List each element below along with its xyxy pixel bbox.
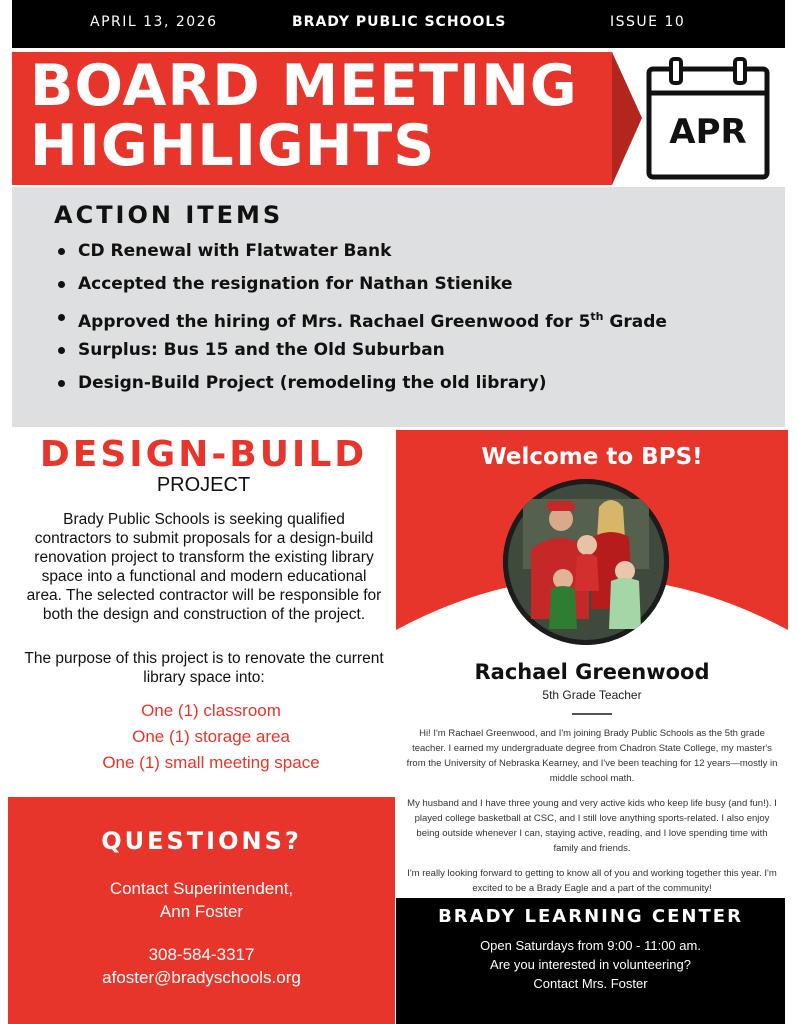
info-line: Contact Mrs. Foster [533, 976, 648, 991]
contact-name: Ann Foster [159, 902, 244, 921]
welcome-card [396, 430, 788, 898]
title-line-2: HIGHLIGHTS [30, 113, 436, 179]
list-item: One (1) small meeting space [102, 753, 320, 772]
action-item: Accepted the resignation for Nathan Stienike [54, 272, 667, 305]
issue-number: ISSUE 10 [610, 14, 686, 30]
learning-center-info [396, 936, 785, 993]
teacher-role: 5th Grade Teacher [542, 688, 642, 702]
divider [572, 713, 612, 715]
title-banner [12, 52, 612, 185]
phone-number: 308-584-3317 [148, 945, 255, 964]
design-build-purpose: The purpose of this project is to renovate the current library space into: [24, 650, 384, 686]
action-item: Surplus: Bus 15 and the Old Suburban [54, 338, 667, 371]
banner-ribbon [612, 52, 642, 185]
teacher-bio-paragraph: Hi! I'm Rachael Greenwood, and I'm joining Brady Public Schools as the 5th grade teacher. I earned my undergraduate degree from Chadron State College, my master's from the University of Nebraska Kearney, and I've been teaching for 12 years—mostly in middle school math. [406, 728, 778, 784]
welcome-heading: Welcome to BPS! [481, 444, 703, 470]
design-build-paragraph: Brady Public Schools is seeking qualified contractors to submit proposals for a design-build renovation project to transform the existing library space into a functional and modern educational area. The selected contractor will be responsible for both the design and construction of the project. [26, 511, 382, 623]
action-items-panel [12, 187, 785, 427]
page-title [30, 53, 578, 179]
renovation-spaces-list [12, 700, 410, 778]
action-item: CD Renewal with Flatwater Bank [54, 239, 667, 272]
action-item: Approved the hiring of Mrs. Rachael Greenwood for 5th Grade [54, 305, 667, 338]
action-items-list [54, 239, 667, 404]
teacher-family-photo [503, 479, 669, 645]
questions-panel [8, 797, 395, 1024]
email-address: afoster@bradyschools.org [102, 968, 301, 987]
learning-center-panel [396, 898, 785, 1024]
teacher-bio-paragraph: I'm really looking forward to getting to know all of you and working together this year. I'm excited to be a Brady Eagle and a part of the community! [407, 868, 777, 894]
design-build-subtitle: PROJECT [156, 474, 251, 496]
design-build-section [12, 430, 395, 796]
learning-center-heading: BRADY LEARNING CENTER [438, 906, 743, 927]
action-item: Design-Build Project (remodeling the old library) [54, 371, 667, 404]
teacher-name: Rachael Greenwood [474, 660, 710, 684]
info-line: Are you interested in volunteering? [490, 957, 691, 972]
info-line: Open Saturdays from 9:00 - 11:00 am. [480, 938, 701, 953]
action-items-heading: ACTION ITEMS [54, 201, 284, 229]
issue-date: APRIL 13, 2026 [90, 14, 218, 30]
title-line-1: BOARD MEETING [30, 53, 578, 119]
contact-info [8, 877, 395, 923]
list-item: One (1) classroom [141, 701, 281, 720]
design-build-title: DESIGN-BUILD [39, 434, 368, 475]
top-bar [12, 0, 785, 48]
contact-line: Contact Superintendent, [109, 879, 294, 898]
contact-details [8, 943, 395, 989]
list-item: One (1) storage area [132, 727, 290, 746]
questions-heading: QUESTIONS? [101, 827, 302, 855]
school-name: BRADY PUBLIC SCHOOLS [292, 14, 507, 30]
calendar-month-label: APR [669, 112, 747, 152]
teacher-bio-paragraph: My husband and I have three young and very active kids who keep life busy (and fun!). I played college basketball at CSC, and I still love anything sports-related. I also enjoy being outside whenever I can, staying active, reading, and I love spending time with family and friends. [407, 798, 777, 854]
